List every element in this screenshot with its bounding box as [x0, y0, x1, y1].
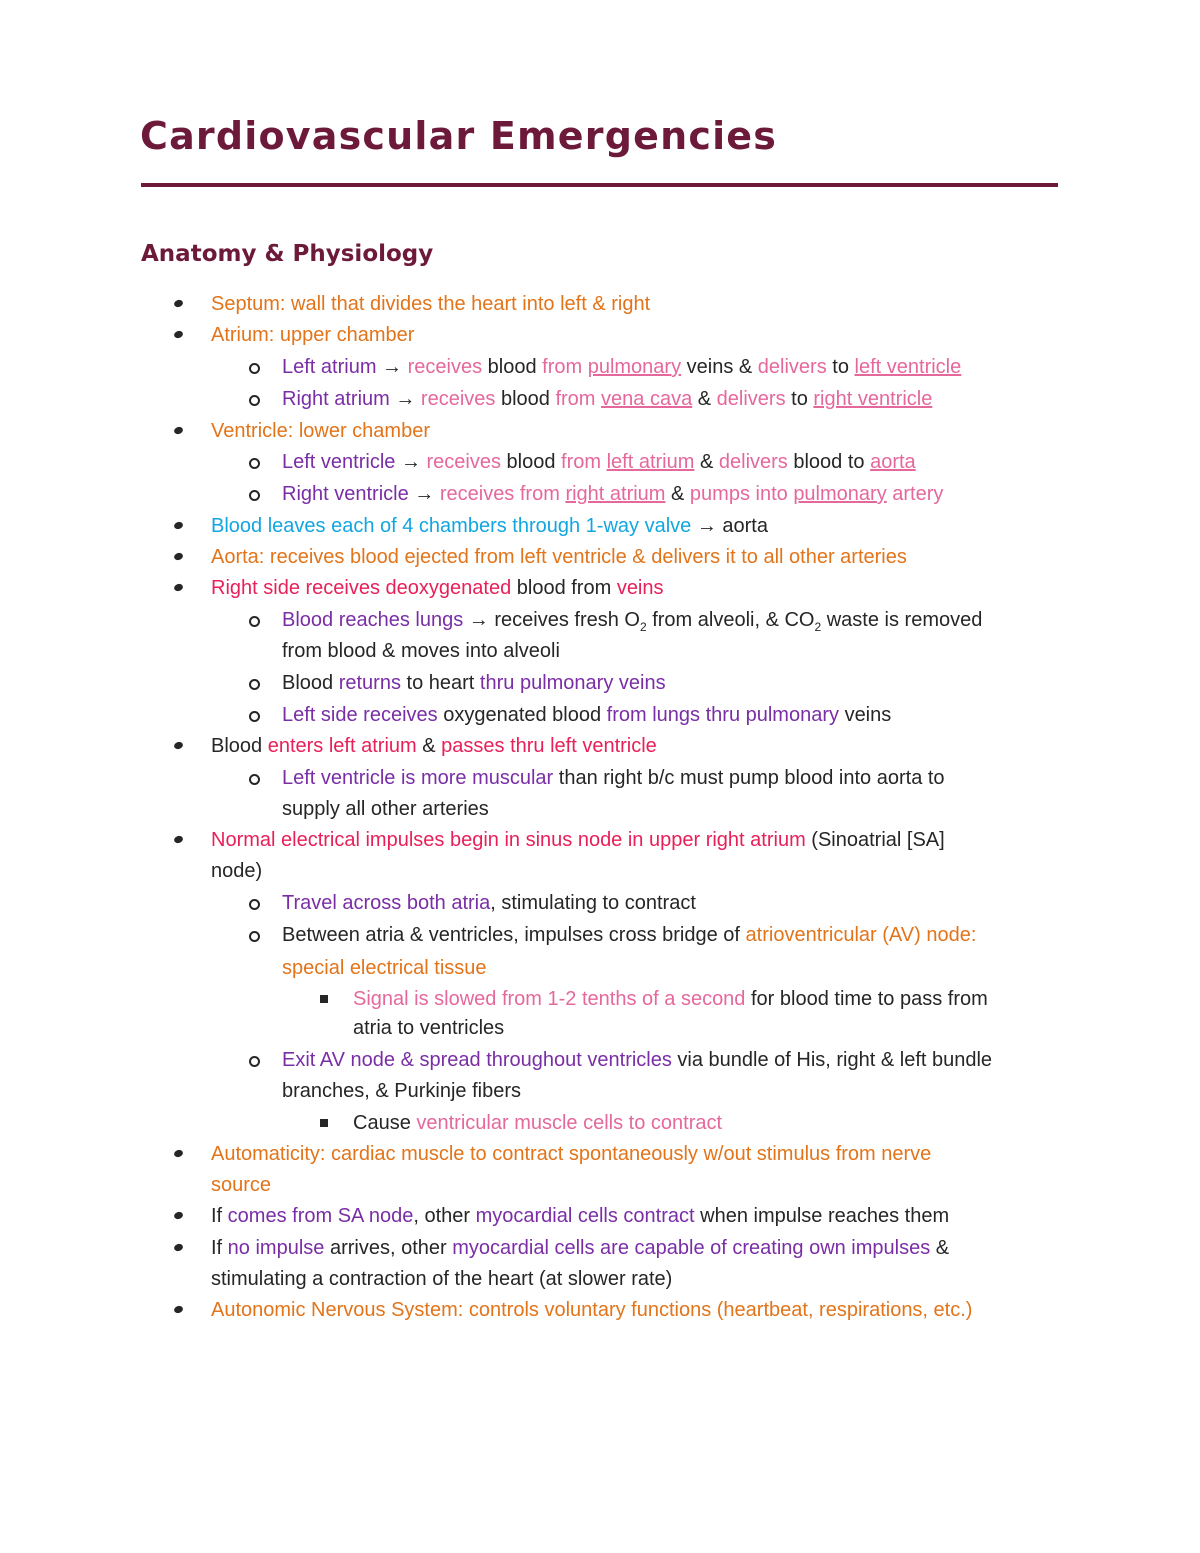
- list-item-text: pulmonary: [587, 356, 682, 378]
- bullet-dot-icon: [173, 1149, 184, 1159]
- list-item-text: delivers: [716, 388, 792, 410]
- list-item-text: If: [211, 1237, 228, 1259]
- list-item: [282, 1077, 521, 1105]
- bullet-dot-icon: [173, 835, 184, 845]
- list-item: [211, 417, 430, 445]
- list-item: [282, 954, 487, 982]
- list-item-text: Autonomic Nervous System: controls voluntary functions (heartbeat, respirations, etc.): [211, 1299, 973, 1321]
- list-item-text: blood: [506, 451, 562, 473]
- list-item-text: &: [665, 483, 690, 505]
- list-item-text: Signal is slowed from 1-2 tenths of a second: [353, 988, 751, 1010]
- list-item-text: Right side receives deoxygenated: [211, 577, 517, 599]
- list-item: [282, 637, 560, 665]
- list-item-text: 2: [814, 620, 822, 634]
- bullet-circle-icon: [249, 490, 260, 501]
- list-item-text: →: [395, 388, 416, 410]
- list-item-text: &: [935, 1237, 950, 1259]
- list-item-text: pumps into: [689, 483, 794, 505]
- bullet-dot-icon: [173, 330, 184, 340]
- list-item-text: from: [555, 388, 602, 410]
- list-item-text: Right ventricle: [282, 483, 415, 505]
- bullet-circle-icon: [249, 363, 260, 374]
- list-item-text: pulmonary: [793, 483, 887, 505]
- list-item: [282, 606, 982, 634]
- list-item-text: Aorta: receives blood ejected from left ventricle & delivers it to all other arteries: [211, 546, 907, 568]
- bullet-dot-icon: [173, 552, 184, 562]
- list-item-text: blood: [487, 356, 543, 378]
- list-item-text: node): [211, 860, 263, 882]
- list-item: [353, 1014, 504, 1042]
- list-item-text: Exit AV node & spread throughout ventricles: [282, 1049, 678, 1071]
- bullet-square-icon: [320, 995, 328, 1003]
- bullet-dot-icon: [173, 1211, 184, 1221]
- list-item-text: comes from SA node: [227, 1205, 414, 1227]
- list-item-text: passes thru left ventricle: [441, 735, 657, 757]
- list-item-text: →: [400, 451, 421, 473]
- list-item: [211, 1296, 972, 1324]
- bullet-circle-icon: [249, 931, 260, 942]
- list-item: [211, 321, 414, 349]
- list-item-text: Travel across both atria: [282, 892, 491, 914]
- list-item-text: from blood & moves into alveoli: [282, 640, 560, 662]
- list-item: [211, 1234, 949, 1262]
- list-item-text: ventricular muscle cells to contract: [416, 1112, 723, 1134]
- list-item: [211, 857, 262, 885]
- list-item-text: stimulating a contraction of the heart (at slower rate): [211, 1268, 673, 1290]
- list-item-text: veins &: [681, 356, 758, 378]
- list-item-text: than right b/c must pump blood into aorta to: [558, 767, 945, 789]
- list-item-text: returns: [338, 672, 407, 694]
- list-item-text: Left ventricle: [282, 451, 401, 473]
- list-item: [282, 701, 891, 729]
- list-item-text: veins: [844, 704, 892, 726]
- list-item-text: veins: [616, 577, 664, 599]
- bullet-circle-icon: [249, 774, 260, 785]
- list-item: [282, 1046, 992, 1074]
- list-item-text: Septum: wall that divides the heart into left & right: [211, 293, 651, 315]
- list-item-text: → receives fresh O: [468, 609, 640, 631]
- bullet-dot-icon: [173, 426, 184, 436]
- list-item: [211, 1140, 931, 1168]
- list-item-text: receives from: [434, 483, 566, 505]
- list-item-text: Ventricle: lower chamber: [211, 420, 430, 442]
- list-item: [353, 985, 988, 1013]
- title-divider: [141, 183, 1058, 187]
- list-item-text: Right atrium: [282, 388, 396, 410]
- list-item-text: &: [422, 735, 442, 757]
- bullet-dot-icon: [173, 741, 184, 751]
- list-item-text: →: [414, 483, 435, 505]
- list-item-text: to: [832, 356, 855, 378]
- list-item-text: Blood: [282, 672, 339, 694]
- list-item: [282, 669, 666, 697]
- list-item-text: Left ventricle is more muscular: [282, 767, 559, 789]
- list-item: [211, 826, 945, 854]
- list-item-text: supply all other arteries: [282, 798, 489, 820]
- bullet-dot-icon: [173, 299, 184, 309]
- list-item: [211, 732, 657, 760]
- list-item-text: , other: [413, 1205, 476, 1227]
- list-item-text: atria to ventricles: [353, 1017, 505, 1039]
- list-item-text: &: [692, 388, 717, 410]
- list-item-text: from alveoli, & CO: [646, 609, 815, 631]
- list-item-text: delivers: [757, 356, 833, 378]
- list-item-text: from: [561, 451, 607, 473]
- list-item-text: (Sinoatrial [SA]: [811, 829, 945, 851]
- list-item: [211, 574, 664, 602]
- list-item: [211, 512, 768, 540]
- list-item: [282, 353, 961, 381]
- list-item-text: artery: [886, 483, 944, 505]
- bullet-dot-icon: [173, 1305, 184, 1315]
- section-heading: Anatomy & Physiology: [141, 241, 434, 267]
- list-item-text: left ventricle: [854, 356, 962, 378]
- list-item-text: Automaticity: cardiac muscle to contract spontaneously w/out stimulus from nerve: [211, 1143, 932, 1165]
- list-item: [211, 1265, 672, 1293]
- list-item: [282, 889, 696, 917]
- list-item-text: atrioventricular (AV) node:: [745, 924, 977, 946]
- bullet-square-icon: [320, 1119, 328, 1127]
- bullet-circle-icon: [249, 899, 260, 910]
- list-item-text: source: [211, 1174, 272, 1196]
- list-item-text: arrives, other: [329, 1237, 453, 1259]
- list-item: [282, 921, 976, 949]
- list-item-text: Cause: [353, 1112, 417, 1134]
- list-item-text: 2: [639, 620, 647, 634]
- list-item-text: Left side receives: [282, 704, 444, 726]
- list-item-text: right ventricle: [813, 388, 933, 410]
- list-item-text: receives: [415, 388, 501, 410]
- list-item: [211, 1202, 949, 1230]
- list-item: [211, 543, 907, 571]
- list-item-text: myocardial cells contract: [475, 1205, 701, 1227]
- bullet-dot-icon: [173, 521, 184, 531]
- list-item-text: receives: [420, 451, 507, 473]
- list-item-text: myocardial cells are capable of creating own impulses: [452, 1237, 936, 1259]
- list-item-text: &: [694, 451, 719, 473]
- list-item-text: receives: [402, 356, 488, 378]
- list-item-text: via bundle of His, right & left bundle: [677, 1049, 993, 1071]
- list-item-text: to heart: [406, 672, 480, 694]
- list-item-text: waste is removed: [821, 609, 983, 631]
- list-item-text: thru pulmonary veins: [479, 672, 666, 694]
- list-item-text: Between atria & ventricles, impulses cross bridge of: [282, 924, 746, 946]
- list-item-text: Blood reaches lungs: [282, 609, 469, 631]
- list-item-text: Blood leaves each of 4 chambers through 1-way valve: [211, 515, 697, 537]
- list-item-text: Left atrium: [282, 356, 383, 378]
- list-item: [282, 480, 943, 508]
- list-item: [211, 1171, 271, 1199]
- list-item: [353, 1109, 722, 1137]
- list-item: [282, 448, 916, 476]
- list-item-text: blood to: [793, 451, 871, 473]
- list-item-text: left atrium: [606, 451, 695, 473]
- list-item-text: when impulse reaches them: [700, 1205, 950, 1227]
- bullet-circle-icon: [249, 616, 260, 627]
- document-title: Cardiovascular Emergencies: [140, 114, 778, 158]
- list-item-text: blood from: [516, 577, 617, 599]
- list-item-text: no impulse: [227, 1237, 330, 1259]
- bullet-circle-icon: [249, 679, 260, 690]
- list-item: [282, 795, 489, 823]
- list-item-text: →: [696, 515, 717, 537]
- list-item-text: from lungs thru pulmonary: [606, 704, 845, 726]
- bullet-dot-icon: [173, 1243, 184, 1253]
- bullet-circle-icon: [249, 1056, 260, 1067]
- list-item-text: oxygenated blood: [443, 704, 607, 726]
- list-item-text: If: [211, 1205, 228, 1227]
- bullet-circle-icon: [249, 711, 260, 722]
- list-item-text: Normal electrical impulses begin in sinus node in upper right atrium: [211, 829, 812, 851]
- list-item-text: enters left atrium: [267, 735, 423, 757]
- list-item: [282, 764, 945, 792]
- list-item-text: blood: [500, 388, 556, 410]
- list-item-text: delivers: [718, 451, 794, 473]
- bullet-dot-icon: [173, 583, 184, 593]
- bullet-circle-icon: [249, 458, 260, 469]
- list-item-text: aorta: [870, 451, 916, 473]
- list-item-text: for blood time to pass from: [751, 988, 988, 1010]
- list-item-text: vena cava: [601, 388, 693, 410]
- list-item-text: Atrium: upper chamber: [211, 324, 415, 346]
- list-item-text: aorta: [716, 515, 768, 537]
- list-item: [282, 385, 932, 413]
- list-item-text: branches, & Purkinje fibers: [282, 1080, 522, 1102]
- bullet-circle-icon: [249, 395, 260, 406]
- list-item-text: from: [542, 356, 588, 378]
- list-item-text: Blood: [211, 735, 268, 757]
- list-item-text: special electrical tissue: [282, 957, 487, 979]
- list-item-text: , stimulating to contract: [490, 892, 696, 914]
- list-item-text: to: [791, 388, 814, 410]
- list-item-text: right atrium: [565, 483, 666, 505]
- list-item: [211, 290, 650, 318]
- list-item-text: →: [382, 356, 403, 378]
